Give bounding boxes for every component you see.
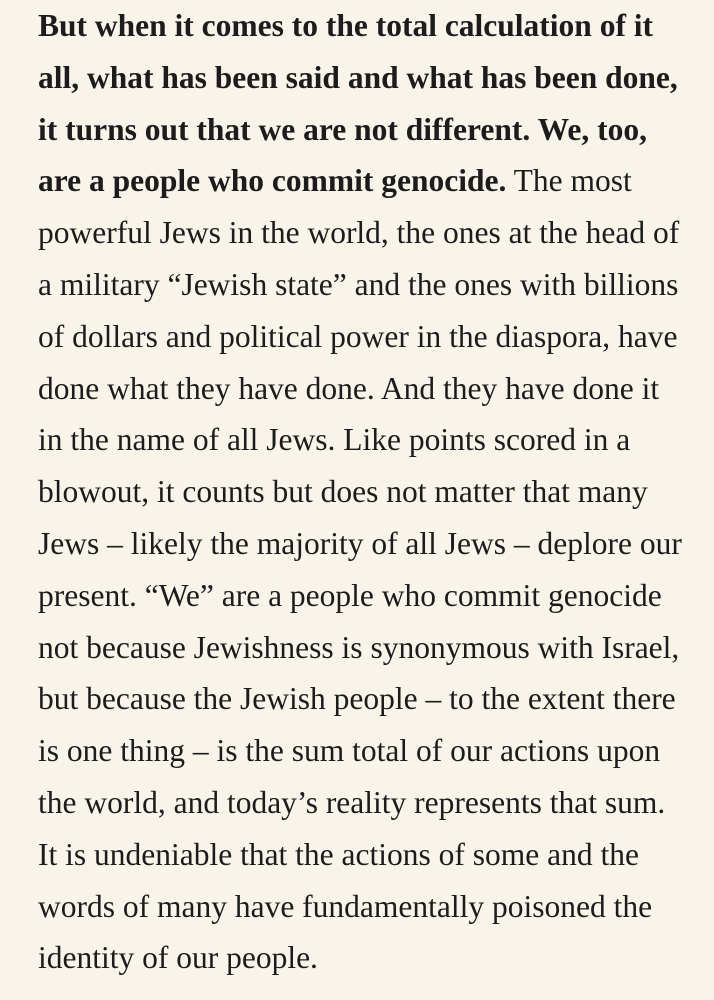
paragraph-line-4 (38, 155, 682, 207)
paragraph-line-1 (38, 0, 682, 52)
paragraph-line-7 (38, 311, 682, 363)
bold-text: But when it comes to the total calculation of it (38, 8, 654, 43)
regular-text: words of many have fundamentally poisoned the (38, 888, 653, 924)
paragraph-line-13 (38, 622, 682, 674)
bold-text: are a people who commit genocide. (38, 163, 507, 199)
regular-text: powerful Jews in the world, the ones at the head of (38, 215, 680, 251)
paragraph-line-12 (38, 570, 682, 622)
paragraph-line-6 (38, 259, 682, 311)
regular-text: but because the Jewish people – to the extent there (38, 681, 676, 717)
regular-text: is one thing – is the sum total of our actions upon (38, 733, 661, 769)
paragraph-line-9 (38, 414, 682, 466)
regular-text: the world, and today’s reality represents that sum. (38, 784, 666, 820)
paragraph-line-17 (38, 829, 682, 881)
regular-text: in the name of all Jews. Like points scored in a (38, 422, 631, 458)
regular-text: The most (506, 163, 632, 199)
regular-text: present. “We” are a people who commit genocide (38, 577, 662, 613)
regular-text: It is undeniable that the actions of some and the (38, 836, 639, 872)
regular-text: not because Jewishness is synonymous with Israel, (38, 629, 680, 665)
paragraph-line-8 (38, 363, 682, 415)
paragraph-line-19 (38, 932, 682, 984)
regular-text: done what they have done. And they have done it (38, 370, 660, 406)
regular-text: Jews – likely the majority of all Jews – deplore our (38, 525, 682, 561)
paragraph-line-14 (38, 673, 682, 725)
regular-text: of dollars and political power in the diaspora, have (38, 318, 678, 354)
paragraph-line-15 (38, 725, 682, 777)
bold-text: all, what has been said and what has been done, (38, 59, 678, 95)
paragraph-line-16 (38, 777, 682, 829)
body-paragraph (38, 0, 682, 984)
paragraph-line-5 (38, 207, 682, 259)
paragraph-line-2 (38, 52, 682, 104)
paragraph-line-3 (38, 104, 682, 156)
bold-text: it turns out that we are not different. We, too, (38, 111, 647, 147)
regular-text: identity of our people. (38, 940, 318, 976)
regular-text: a military “Jewish state” and the ones with billions (38, 266, 679, 302)
paragraph-line-11 (38, 518, 682, 570)
paragraph-line-18 (38, 881, 682, 933)
paragraph-line-10 (38, 466, 682, 518)
regular-text: blowout, it counts but does not matter that many (38, 474, 648, 510)
